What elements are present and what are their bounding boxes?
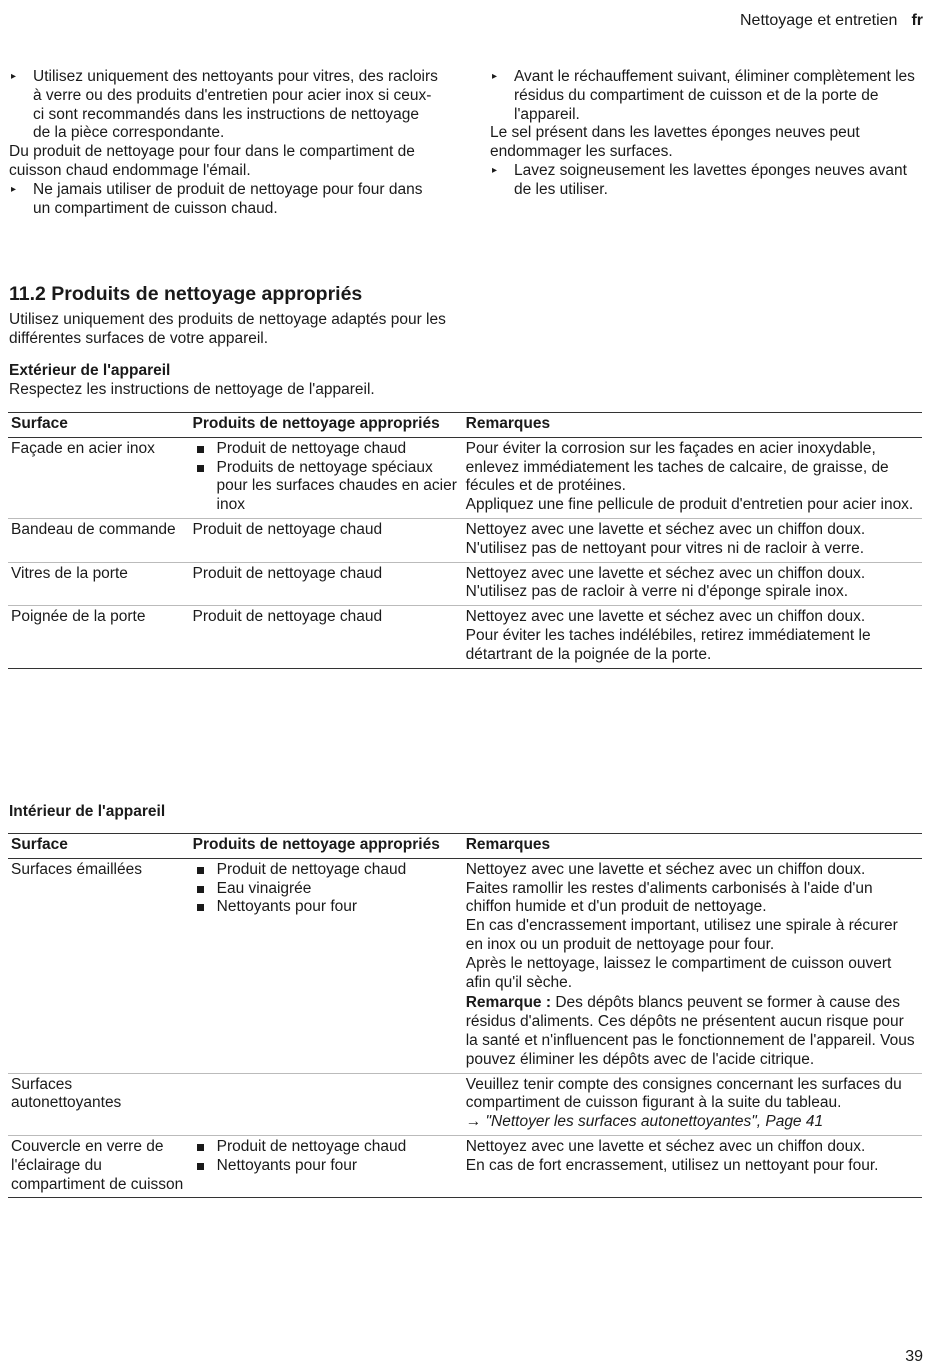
cell-surface: Vitres de la porte — [11, 564, 128, 582]
col-header-remarks: Remarques — [465, 836, 551, 853]
intro-left-column — [9, 68, 439, 218]
cell-products — [190, 858, 463, 1073]
col-header-remarks: Remarques — [465, 415, 551, 432]
col-header-surface: Surface — [11, 415, 68, 432]
cell-remarks — [463, 437, 922, 518]
intro-left-bullet-2: ▸ Ne jamais utiliser de produit de nettoyage pour four dans un compartiment de cuisson chaud. — [9, 181, 439, 219]
header-lang: fr — [911, 12, 923, 29]
table-row — [8, 606, 922, 668]
remark-text: Pour éviter les taches indélébiles, retirez immédiatement le détartrant de la poignée de la porte. — [465, 626, 871, 663]
remark-text: Appliquez une fine pellicule de produit d'entretien pour acier inox. — [465, 496, 914, 514]
cell-remarks — [463, 1073, 922, 1135]
cell-remarks — [463, 518, 922, 562]
page-number: 39 — [905, 1348, 923, 1366]
list-item: Eau vinaigrée — [193, 880, 460, 899]
section-title: 11.2 Produits de nettoyage appropriés — [9, 283, 363, 305]
interior-table-wrap — [8, 833, 922, 1198]
header-section: Nettoyage et entretien — [740, 12, 898, 29]
page-header — [740, 12, 923, 31]
remark-text: Nettoyez avec une lavette et séchez avec un chiffon doux. — [465, 608, 866, 626]
remark-text: En cas de fort encrassement, utilisez un nettoyant pour four. — [465, 1156, 879, 1174]
intro-left-paragraph: Du produit de nettoyage pour four dans le compartiment de cuisson chaud endommage l'émail. — [9, 143, 415, 179]
cell-surface: Bandeau de commande — [11, 520, 176, 538]
cell-remarks — [463, 858, 922, 1073]
table-row — [8, 1135, 922, 1197]
remark-text: Après le nettoyage, laissez le compartiment de cuisson ouvert afin qu'il sèche. — [465, 954, 892, 991]
remark-text: En cas d'encrassement important, utilisez une spirale à récurer en inox ou un produit de nettoyage pour four. — [465, 917, 898, 953]
list-item: Produit de nettoyage chaud — [193, 861, 460, 880]
remark-note-label: Remarque : — [465, 994, 552, 1012]
table-row — [8, 562, 922, 606]
cell-remarks — [463, 606, 922, 668]
exterior-table — [8, 412, 922, 669]
list-item: Produit de nettoyage chaud — [193, 1138, 460, 1157]
intro-right-column — [490, 68, 920, 200]
cell-surface: Surfaces autonettoyantes — [11, 1075, 122, 1112]
exterior-subtitle: Respectez les instructions de nettoyage de l'appareil. — [9, 381, 375, 398]
cell-products — [190, 1135, 463, 1197]
remark-text: N'utilisez pas de nettoyant pour vitres ni de racloir à verre. — [465, 539, 865, 557]
table-header-row — [8, 413, 922, 438]
section-intro: Utilisez uniquement des produits de nettoyage adaptés pour les différentes surfaces de votre appareil. — [9, 311, 446, 347]
remark-text: Nettoyez avec une lavette et séchez avec un chiffon doux. — [465, 860, 866, 878]
table-row — [8, 518, 922, 562]
cell-products: Produit de nettoyage chaud — [192, 564, 383, 582]
table-header-row — [8, 834, 922, 859]
col-header-surface: Surface — [11, 836, 68, 853]
cross-reference-link[interactable]: → "Nettoyer les surfaces autonettoyantes", Page 41 — [465, 1113, 824, 1131]
cell-products: Produit de nettoyage chaud — [192, 520, 383, 538]
remark-text: Nettoyez avec une lavette et séchez avec un chiffon doux. — [465, 520, 866, 538]
list-item: Produit de nettoyage chaud — [193, 440, 460, 459]
table-row — [8, 437, 922, 518]
cell-surface: Façade en acier inox — [11, 439, 155, 457]
cell-remarks — [463, 1135, 922, 1197]
exterior-title: Extérieur de l'appareil — [9, 362, 171, 379]
col-header-products: Produits de nettoyage appropriés — [192, 836, 440, 853]
list-item: Nettoyants pour four — [193, 1157, 460, 1176]
remark-text: Pour éviter la corrosion sur les façades en acier inoxydable, enlevez immédiatement les taches de calcaire, de graisse, de fécules et de protéines. — [465, 439, 889, 495]
remark-note-text: Des dépôts blancs peuvent se former à cause des résidus d'aliments. Ces dépôts ne présentent aucun risque pour la santé et n'influencent pas le fonctionnement de l'appareil. Vous pouvez éliminer les dépôts avec de l'acide citrique. — [465, 994, 915, 1068]
remark-text: Nettoyez avec une lavette et séchez avec un chiffon doux. — [465, 564, 866, 582]
list-item: Produits de nettoyage spéciaux pour les surfaces chaudes en acier inox — [193, 459, 460, 515]
cell-surface: Couvercle en verre de l'éclairage du compartiment de cuisson — [11, 1137, 184, 1193]
exterior-table-wrap — [8, 412, 922, 669]
remark-text: N'utilisez pas de racloir à verre ni d'éponge spirale inox. — [465, 583, 849, 601]
intro-left-bullet-1: ▸ Utilisez uniquement des nettoyants pour vitres, des racloirs à verre ou des produits d'entretien pour acier inox si ceux-ci sont recommandés dans les instructions de nettoyage de la pièce correspondante. — [9, 68, 439, 143]
remark-text: Nettoyez avec une lavette et séchez avec un chiffon doux. — [465, 1137, 866, 1155]
cell-products — [190, 1073, 463, 1135]
intro-right-bullet-2: ▸ Lavez soigneusement les lavettes éponges neuves avant de les utiliser. — [490, 162, 920, 200]
remark-note — [466, 994, 919, 1069]
interior-table — [8, 833, 922, 1198]
intro-right-paragraph: Le sel présent dans les lavettes éponges neuves peut endommager les surfaces. — [490, 124, 860, 161]
cell-products — [190, 437, 463, 518]
interior-title: Intérieur de l'appareil — [9, 803, 166, 820]
cell-surface: Poignée de la porte — [11, 608, 146, 626]
list-item: Nettoyants pour four — [193, 898, 460, 917]
cell-remarks — [463, 562, 922, 606]
remark-text: Veuillez tenir compte des consignes concernant les surfaces du compartiment de cuisson figurant à la suite du tableau. — [465, 1075, 902, 1112]
table-row — [8, 858, 922, 1073]
cell-surface: Surfaces émaillées — [11, 860, 142, 878]
table-row — [8, 1073, 922, 1135]
cell-products: Produit de nettoyage chaud — [192, 608, 383, 626]
intro-right-bullet-1: ▸ Avant le réchauffement suivant, éliminer complètement les résidus du compartiment de cuisson et de la porte de l'appareil. — [490, 68, 920, 124]
remark-text: Faites ramollir les restes d'aliments carbonisés à l'aide d'un chiffon humide et d'un produit de nettoyage. — [465, 879, 873, 916]
col-header-products: Produits de nettoyage appropriés — [192, 415, 440, 432]
